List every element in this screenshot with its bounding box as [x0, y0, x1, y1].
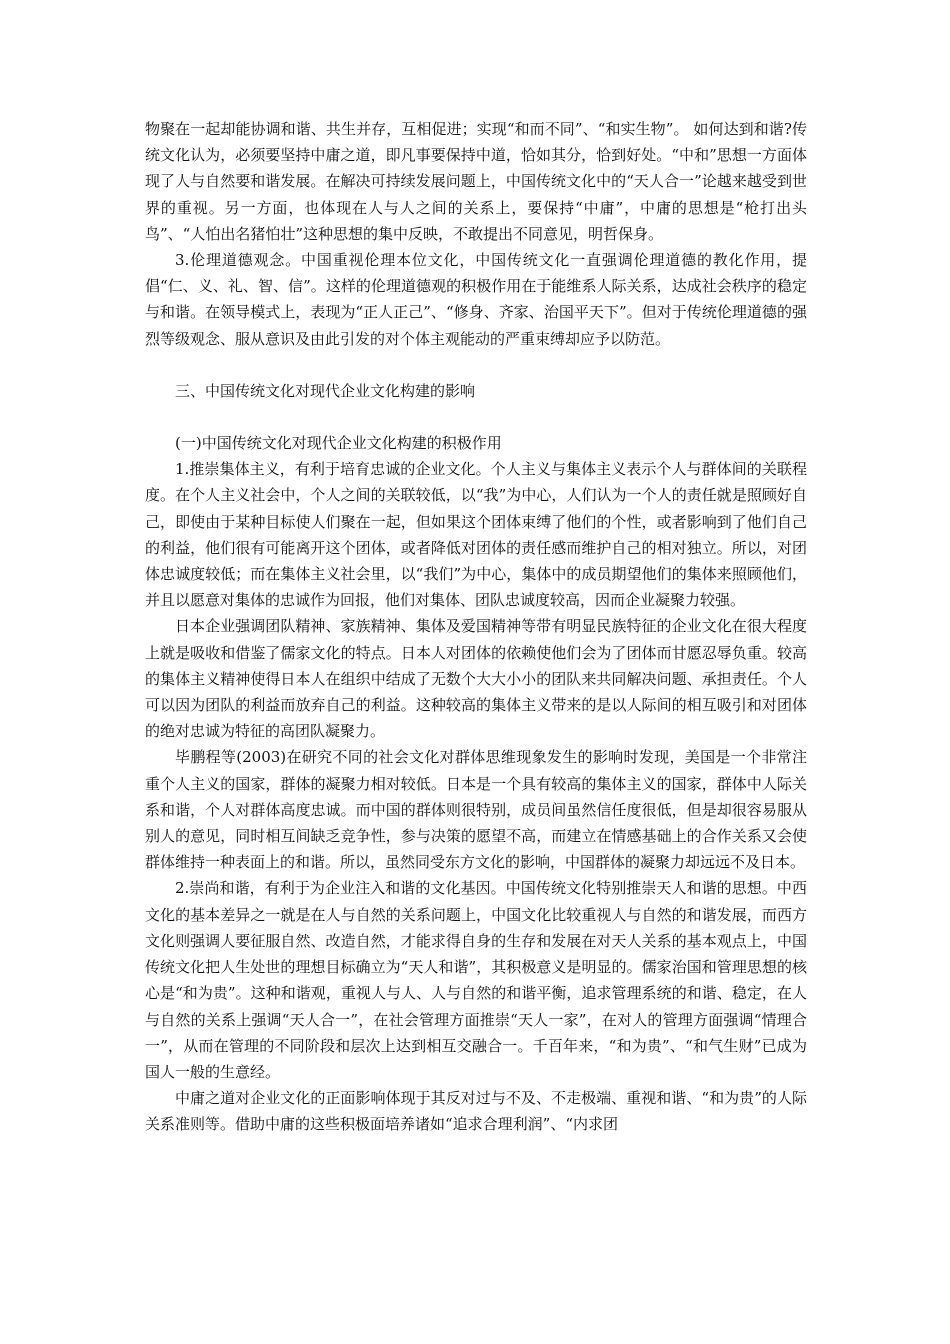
paragraph-collectivism: 1.推崇集体主义，有利于培育忠诚的企业文化。个人主义与集体主义表示个人与群体间的关联程度。在个人主义社会中，个人之间的关联较低，以“我”为中心，人们认为一个人的责任就是照顾好自己，即使由于某种目标使人们聚在一起，但如果这个团体束缚了他们的个性，或者影响到了他们自己的利益，他们很有可能离开这个团体，或者降低对团体的责任感而维护自己的相对独立。所以，对团体忠诚度较低；而在集体主义社会里，以“我们”为中心，集体中的成员期望他们的集体来照顾他们，并且以愿意对集体的忠诚作为回报，他们对集体、团队忠诚度较高，因而企业凝聚力较强。 — [145, 460, 807, 610]
paragraph-doctrine-of-mean: 中庸之道对企业文化的正面影响体现于其反对过与不及、不走极端、重视和谐、“和为贵”的人际关系准则等。借助中庸的这些积极面培养诸如“追求合理利润”、“内求团 — [145, 1089, 807, 1134]
document-body — [145, 116, 807, 1138]
paragraph-ethics: 3.伦理道德观念。中国重视伦理本位文化，中国传统文化一直强调伦理道德的教化作用，提倡“仁、义、礼、智、信”。这样的伦理道德观的积极作用在于能维系人际关系，达成社会秩序的稳定与和谐。在领导模式上，表现为“正人正己”、“修身、齐家、治国平天下”。但对于传统伦理道德的强烈等级观念、服从意识及由此引发的对个体主观能动的严重束缚却应予以防范。 — [145, 251, 807, 348]
paragraph-harmony: 2.崇尚和谐，有利于为企业注入和谐的文化基因。中国传统文化特别推崇天人和谐的思想。中西文化的基本差异之一就是在人与自然的关系问题上，中国文化比较重视人与自然的和谐发展，而西方文化则强调人要征服自然、改造自然，才能求得自身的生存和发展在对天人关系的基本观点上，中国传统文化把人生处世的理想目标确立为“天人和谐”，其积极意义是明显的。儒家治国和管理思想的核心是“和为贵”。这种和谐观，重视人与人、人与自然的和谐平衡，追求管理系统的和谐、稳定，在人与自然的关系上强调“天人合一”，在社会管理方面推崇“天人一家”，在对人的管理方面强调“情理合一”，从而在管理的不同阶段和层次上达到相互交融合一。千百年来，“和为贵”、“和气生财”已成为国人一般的生意经。 — [145, 879, 807, 1081]
paragraph-harmony-continuation: 物聚在一起却能协调和谐、共生并存，互相促进；实现“和而不同”、“和实生物”。 如何达到和谐?传统文化认为，必须要坚持中庸之道，即凡事要保持中道，恰如其分，恰到好处。“中和”思想一方面体现了人与自然要和谐发展。在解决可持续发展问题上，中国传统文化中的“天人合一”论越来越受到世界的重视。另一方面，也体现在人与人之间的关系上，要保持“中庸”，中庸的思想是“枪打出头鸟”、“人怕出名猪怕壮”这种思想的集中反映，不敢提出不同意见，明哲保身。 — [145, 120, 807, 243]
section-heading: 三、中国传统文化对现代企业文化构建的影响 — [175, 381, 476, 400]
paragraph-bi-pengcheng: 毕鹏程等(2003)在研究不同的社会文化对群体思维现象发生的影响时发现，美国是一个非常注重个人主义的国家，群体的凝聚力相对较低。日本是一个具有较高的集体主义的国家，群体中人际关系和谐，个人对群体高度忠诚。而中国的群体则很特别，成员间虽然信任度很低，但是却很容易服从别人的意见，同时相互间缺乏竞争性，参与决策的愿望不高，而建立在情感基础上的合作关系又会使群体维持一种表面上的和谐。所以，虽然同受东方文化的影响，中国群体的凝聚力却远远不及日本。 — [145, 748, 807, 872]
paragraph-japan: 日本企业强调团队精神、家族精神、集体及爱国精神等带有明显民族特征的企业文化在很大程度上就是吸收和借鉴了儒家文化的特点。日本人对团体的依赖使他们会为了团体而甘愿忍辱负重。较高的集体主义精神使得日本人在组织中结成了无数个大大小小的团队来共同解决问题、承担责任。个人可以因为团队的利益而放弃自己的利益。这种较高的集体主义带来的是以人际间的相互吸引和对团体的绝对忠诚为特征的高团队凝聚力。 — [145, 617, 807, 741]
subsection-heading: (一)中国传统文化对现代企业文化构建的积极作用 — [175, 434, 502, 453]
